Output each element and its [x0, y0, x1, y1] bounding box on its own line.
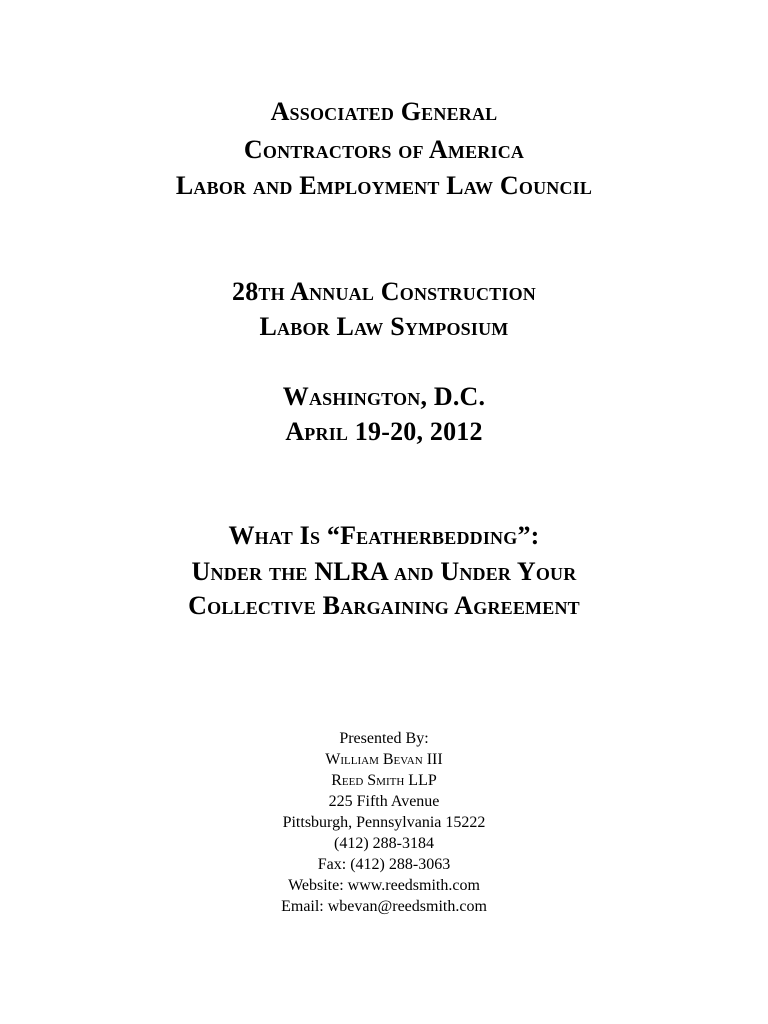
presenter-phone: (412) 288-3184: [334, 835, 434, 852]
location-dates: April 19-20, 2012: [285, 417, 483, 446]
presenter-name: William Bevan III: [325, 751, 443, 768]
title-line-1: What Is “Featherbedding”:: [228, 521, 540, 550]
event-line-2: Labor Law Symposium: [259, 312, 509, 341]
title-line-3: Collective Bargaining Agreement: [188, 591, 580, 620]
organization-line-2: Contractors of America: [243, 135, 525, 164]
presented-by-label: Presented By:: [339, 730, 429, 747]
organization-line-3: Labor and Employment Law Council: [175, 171, 593, 200]
presenter-firm: Reed Smith LLP: [331, 772, 437, 789]
presenter-email: Email: wbevan@reedsmith.com: [281, 898, 487, 915]
title-line-2: Under the NLRA and Under Your: [191, 557, 577, 586]
presenter-fax: Fax: (412) 288-3063: [317, 856, 451, 873]
presenter-street: 225 Fifth Avenue: [328, 793, 440, 810]
presenter-website: Website: www.reedsmith.com: [288, 877, 480, 894]
organization-line-1: Associated General: [270, 97, 498, 126]
event-line-1: 28th Annual Construction: [232, 277, 536, 306]
location-city: Washington, D.C.: [282, 382, 486, 411]
presenter-city-state-zip: Pittsburgh, Pennsylvania 15222: [282, 814, 486, 831]
